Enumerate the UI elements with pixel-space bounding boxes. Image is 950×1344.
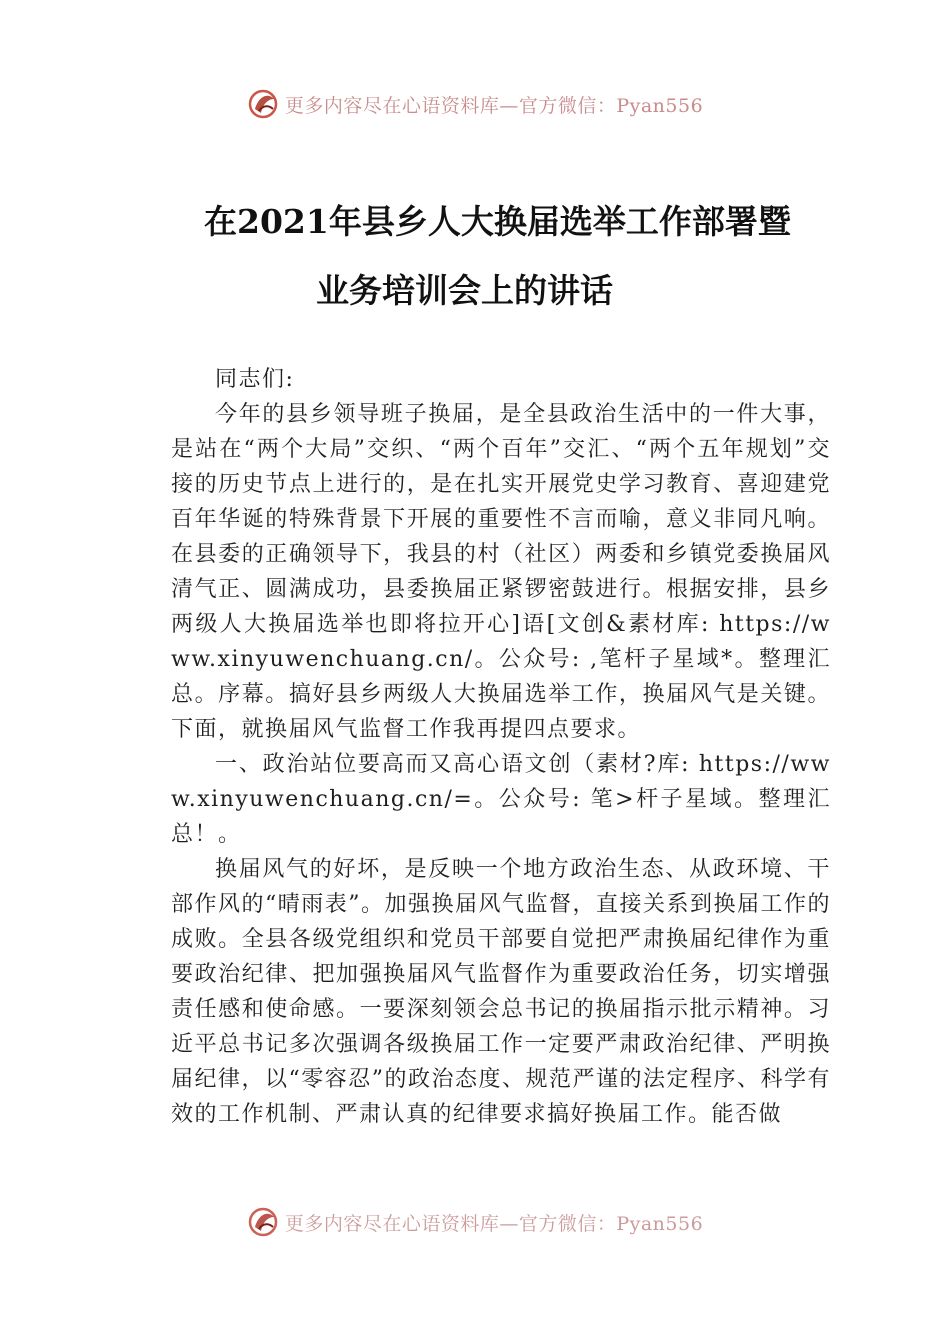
- header-watermark-banner: [0, 84, 950, 124]
- footer-banner-text: 更多内容尽在心语资料库—官方微信：Pyan556: [284, 1212, 704, 1235]
- header-banner-text: 更多内容尽在心语资料库—官方微信：Pyan556: [284, 94, 704, 117]
- paragraph-section-one-heading: 一、政治站位要高而又高心语文创（素材?库: https://www.xinyuwenchuang.cn/=。公众号: 笔>杆子星域。整理汇总！。: [171, 752, 831, 847]
- paragraph-salutation: 同志们:: [215, 367, 295, 392]
- document-title-line-2: 业务培训会上的讲话: [316, 271, 613, 310]
- document-title-line-1: 在2021年县乡人大换届选举工作部署暨: [204, 202, 791, 241]
- xinyu-logo-icon: [247, 1205, 281, 1239]
- paragraph-intro: 今年的县乡领导班子换届，是全县政治生活中的一件大事，是站在“两个大局”交织、“两个百年”交汇、“两个五年规划”交接的历史节点上进行的，是在扎实开展党史学习教育、喜迎建党百年华诞的特殊背景下开展的重要性不言而喻，意义非同凡响。在县委的正确领导下，我县的村（社区）两委和乡镇党委换届风清气正、圆满成功，县委换届正紧锣密鼓进行。根据安排，县乡两级人大换届选举也即将拉开心]语[文创&素材库: https://www.xinyuwenchuang.cn/。公众号: ,笔杆子星域*。整理汇总。序幕。搞好县乡两级人大换届选举工作，换届风气是关键。下面，就换届风气监督工作我再提四点要求。: [171, 402, 831, 742]
- footer-watermark-banner: [0, 1202, 950, 1242]
- xinyu-logo-icon: [247, 87, 281, 121]
- document-body: [171, 362, 831, 1132]
- paragraph-section-one-body: 换届风气的好坏，是反映一个地方政治生态、从政环境、干部作风的“晴雨表”。加强换届风气监督，直接关系到换届工作的成败。全县各级党组织和党员干部要自觉把严肃换届纪律作为重要政治纪律、把加强换届风气监督作为重要政治任务，切实增强责任感和使命感。一要深刻领会总书记的换届指示批示精神。习近平总书记多次强调各级换届工作一定要严肃政治纪律、严明换届纪律，以“零容忍”的政治态度、规范严谨的法定程序、科学有效的工作机制、严肃认真的纪律要求搞好换届工作。能否做: [171, 857, 831, 1127]
